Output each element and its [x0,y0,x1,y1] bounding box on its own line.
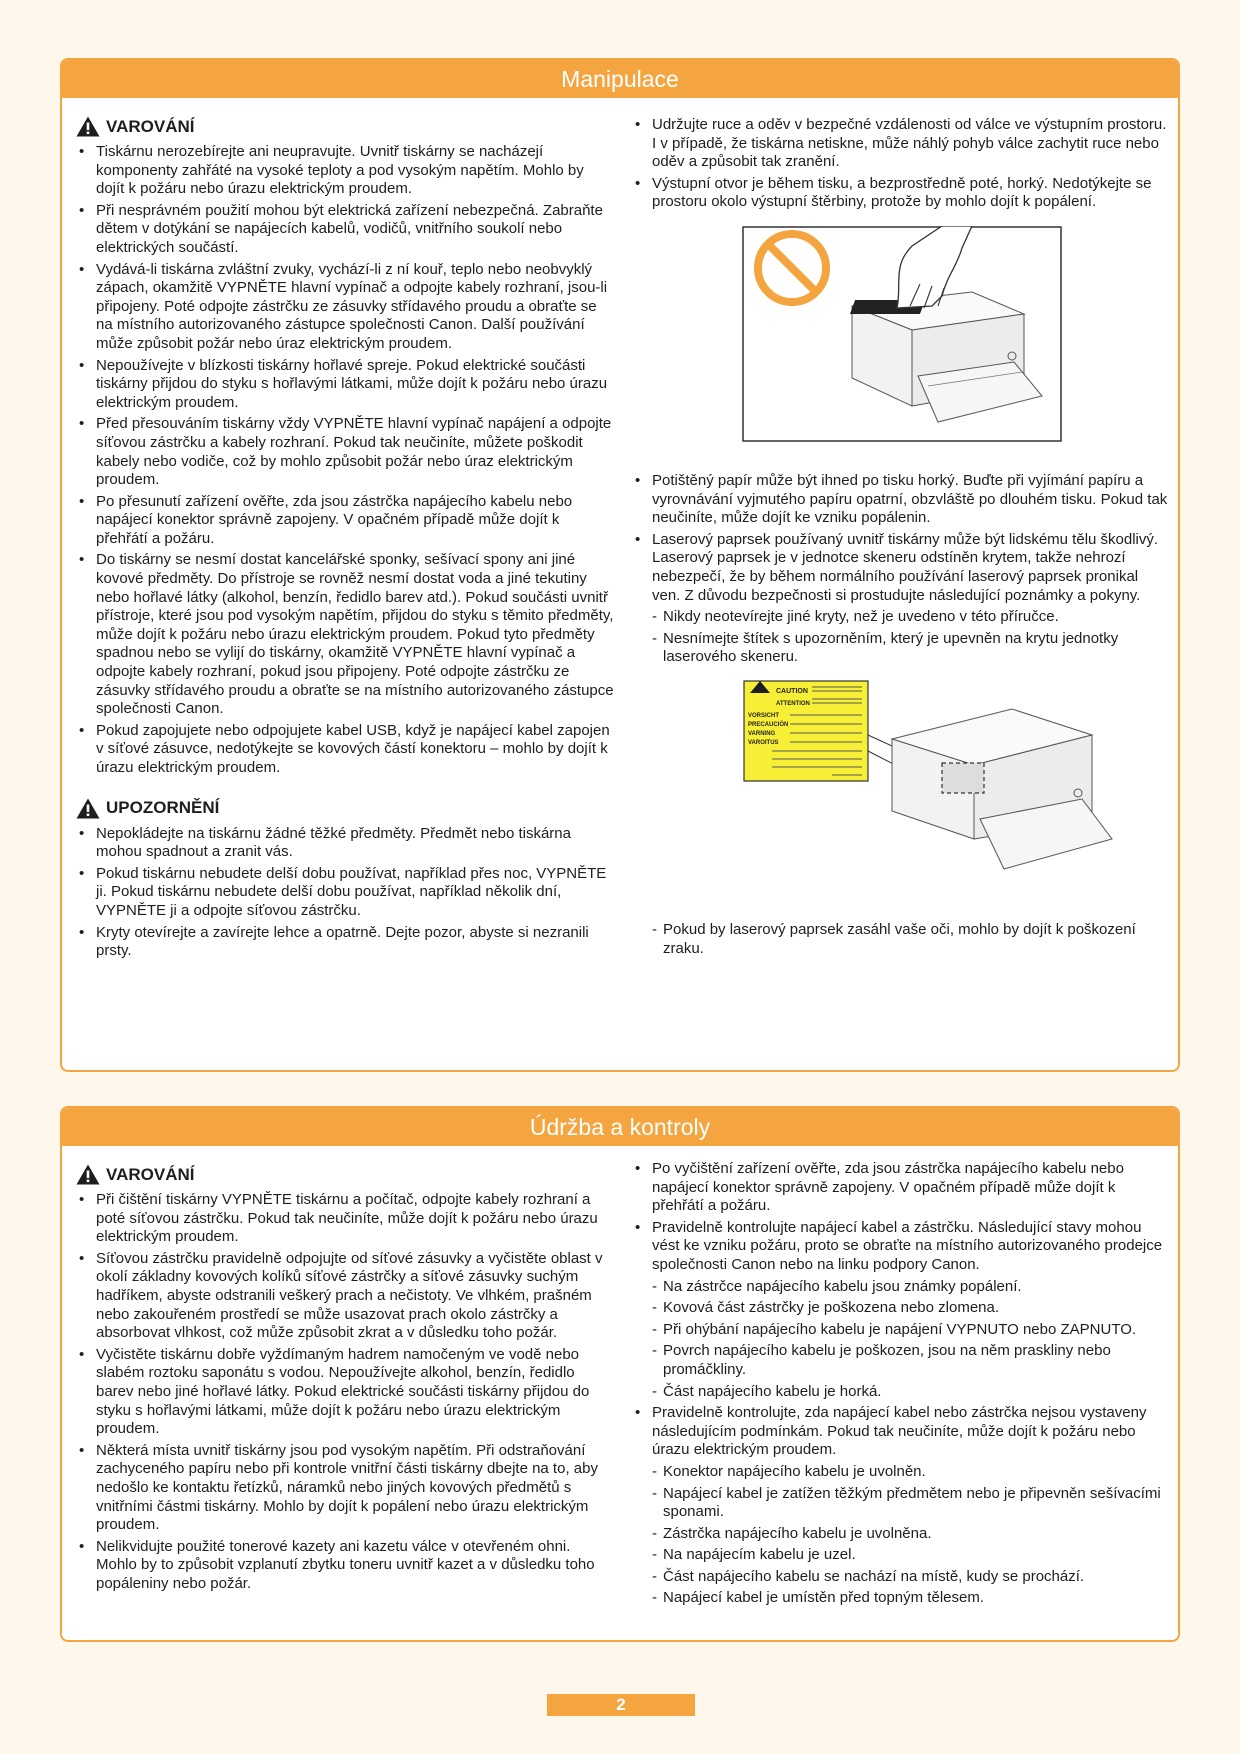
caution-heading: UPOZORNĚNÍ [76,798,614,819]
warning-triangle-icon [76,116,100,137]
list-item: • Pokud zapojujete nebo odpojujete kabel USB, když je napájecí kabel zapojen v síťové zásuvce, nedotýkejte se kovových částí konektoru – mohlo by dojít k úrazu elektrickým proudem. [76,722,614,778]
list-item: • Při nesprávném použití mohou být elektrická zařízení nebezpečná. Zabraňte dětem v dotýkání se napájecích kabelů, vodičů, vnitřního soukolí nebo elektrických součástí. [76,202,614,258]
warning-triangle-icon [76,1164,100,1185]
warning-heading: VAROVÁNÍ [76,1164,614,1185]
dash-item: - Povrch napájecího kabelu je poškozen, jsou na něm praskliny nebo promáčkliny. [632,1342,1168,1379]
list-item: • Vydává-li tiskárna zvláštní zvuky, vychází-li z ní kouř, teplo nebo neobvyklý zápach, okamžitě VYPNĚTE hlavní vypínač a odpojte kabely rozhraní, jsou-li připojeny. Poté odpojte zástrčku ze zásuvky střídavého proudu a obraťte se na místního autorizovaného zástupce společnosti Canon. Další používání může způsobit požár nebo úraz elektrickým proudem. [76,261,614,354]
udrzba-panel [60,1106,1180,1642]
manipulace-left-column [76,116,614,964]
dash-item: - Konektor napájecího kabelu je uvolněn. [632,1463,1168,1482]
list-item: • Pravidelně kontrolujte, zda napájecí kabel nebo zástrčka nejsou vystaveny následujícím podmínkám. Pokud tak neučiníte, může dojít k požáru nebo úrazu elektrickým proudem. [632,1404,1168,1460]
dash-item: - Napájecí kabel je zatížen těžkým předmětem nebo je připevněn sešívacími sponami. [632,1485,1168,1522]
label-word-1: ATTENTION [776,700,810,707]
list-item: • Nepokládejte na tiskárnu žádné těžké předměty. Předmět nebo tiskárna mohou spadnout a zranit vás. [76,825,614,862]
label-word-3: PRECAUCIÓN [748,721,789,728]
caution-triangle-icon [76,798,100,819]
list-item: • Po přesunutí zařízení ověřte, zda jsou zástrčka napájecího kabelu nebo napájecí konektor správně zapojeny. V opačném případě může dojít k přehřátí a požáru. [76,493,614,549]
manipulace-panel [60,58,1180,1072]
list-item: • Pokud tiskárnu nebudete delší dobu používat, například přes noc, VYPNĚTE ji. Pokud tiskárnu nebudete delší dobu používat, například několik dní, VYPNĚTE ji a odpojte síťovou zástrčku. [76,865,614,921]
list-item: • Výstupní otvor je během tisku, a bezprostředně poté, horký. Nedotýkejte se prostoru okolo výstupní štěrbiny, protože by mohlo dojít k popálení. [632,175,1168,212]
list-item: • Nepoužívejte v blízkosti tiskárny hořlavé spreje. Pokud elektrické součásti tiskárny přijdou do styku s hořlavými látkami, může dojít k požáru nebo úrazu elektrickým proudem. [76,357,614,413]
udrzba-left-column [76,1164,614,1596]
label-word-5: VAROITUS [748,739,779,746]
label-word-4: VARNING [748,730,776,737]
warning-list [76,143,614,778]
manipulace-right-column [632,116,1168,961]
caution-list [76,825,614,961]
list-item: • Do tiskárny se nesmí dostat kancelářské sponky, sešívací spony ani jiné kovové předměty. Do přístroje se rovněž nesmí dostat voda a jiné tekutiny nebo hořlavé látky (alkohol, benzín, ředidlo barev atd.). Pokud součásti uvnitř přístroje, které jsou pod vysokým napětím, přijdou do styku s těmito předměty, může dojít k požáru nebo úrazu elektrickým proudem. Pokud tyto předměty spadnou nebo se vylijí do tiskárny, okamžitě VYPNĚTE hlavní vypínač a odpojte kabely rozhraní, pokud jsou připojeny. Poté odpojte zástrčku ze zásuvky střídavého proudu a obraťte se na místního autorizovaného zástupce společnosti Canon. [76,551,614,718]
list-item: • Laserový paprsek používaný uvnitř tiskárny může být lidskému tělu škodlivý. Laserový paprsek je v jednotce skeneru odstíněn krytem, takže nehrozí nebezpečí, že by během normálního používání laserový paprsek pronikal ven. Z důvodu bezpečnosti si prostudujte následující poznámky a pokyny. [632,531,1168,605]
dash-item: - Na zástrčce napájecího kabelu jsou známky popálení. [632,1278,1168,1297]
udrzba-right-column [632,1160,1168,1611]
dash-item: - Pokud by laserový paprsek zasáhl vaše oči, mohlo by dojít k poškození zraku. [632,921,1168,958]
list-item: • Při čištění tiskárny VYPNĚTE tiskárnu a počítač, odpojte kabely rozhraní a poté síťovou zástrčku. Pokud tak neučiníte, může dojít k požáru nebo úrazu elektrickým proudem. [76,1191,614,1247]
list-item: • Kryty otevírejte a zavírejte lehce a opatrně. Dejte pozor, abyste si nezranili prsty. [76,924,614,961]
printer-output-hand-illustration [742,226,1062,442]
dash-item: - Při ohýbání napájecího kabelu je napájení VYPNUTO nebo ZAPNUTO. [632,1321,1168,1340]
right-list-1 [632,1160,1168,1275]
list-item: • Pravidelně kontrolujte napájecí kabel a zástrčku. Následující stavy mohou vést ke vzniku požáru, proto se obraťte na místního autorizovaného prodejce společnosti Canon nebo na linku podpory Canon. [632,1219,1168,1275]
dash-item: - Zástrčka napájecího kabelu je uvolněna. [632,1525,1168,1544]
list-item: • Tiskárnu nerozebírejte ani neupravujte. Uvnitř tiskárny se nacházejí komponenty zahřáté na vysoké teploty a pod vysokým napětím. Mohlo by dojít k požáru nebo úrazu elektrickým proudem. [76,143,614,199]
list-item: • Některá místa uvnitř tiskárny jsou pod vysokým napětím. Při odstraňování zachyceného papíru nebo při kontrole vnitřní části tiskárny dbejte na to, aby nedošlo ke kontaktu řetízků, náramků nebo jiných kovových předmětů s vnitřními částmi tiskárny. Mohlo by dojít k popálení nebo úrazu elektrickým proudem. [76,1442,614,1535]
list-item: • Před přesouváním tiskárny vždy VYPNĚTE hlavní vypínač napájení a odpojte síťovou zástrčku a kabely rozhraní. Pokud tak neučiníte, můžete poškodit kabely nebo vodiče, což by mohlo způsobit požár nebo úraz elektrickým proudem. [76,415,614,489]
warning-list [76,1191,614,1593]
list-item: • Potištěný papír může být ihned po tisku horký. Buďte při vyjímání papíru a vyrovnávání vyjmutého papíru opatrní, obzvláště po dlouhém tisku. Pokud tak neučiníte, může dojít ke vzniku popálenin. [632,472,1168,528]
laser-label-illustration [742,679,1162,895]
list-item: • Udržujte ruce a oděv v bezpečné vzdálenosti od válce ve výstupním prostoru. I v případě, že tiskárna netiskne, může náhlý pohyb válce zachytit ruce nebo oděv a způsobit tak zranění. [632,116,1168,172]
udrzba-title: Údržba a kontroly [62,1108,1178,1146]
list-item: • Po vyčištění zařízení ověřte, zda jsou zástrčka napájecího kabelu nebo napájecí konektor správně zapojeny. V opačném případě může dojít k přehřátí a požáru. [632,1160,1168,1216]
label-word-2: VORSICHT [748,712,780,719]
right-top-list [632,116,1168,212]
manipulace-title: Manipulace [62,60,1178,98]
dash-item: - Na napájecím kabelu je uzel. [632,1546,1168,1565]
list-item: • Vyčistěte tiskárnu dobře vyždímaným hadrem namočeným ve vodě nebo slabém roztoku saponátu s vodou. Nepoužívejte alkohol, benzín, ředidlo barev nebo jiné hořlavé látky. Pokud elektrické součásti tiskárny přijdou do styku s hořlavými látkami, může dojít k požáru nebo úrazu elektrickým proudem. [76,1346,614,1439]
right-mid-list [632,472,1168,605]
list-item: • Síťovou zástrčku pravidelně odpojujte od síťové zásuvky a vyčistěte oblast v okolí základny kovových kolíků síťové zástrčky a síťové zásuvky suchým hadříkem, abyste odstranili veškerý prach a nečistoty. Ve vlhkém, prašném nebo zakouřeném prostředí se může usazovat prach okolo zástrčky a absorbovat vlhkost, což může způsobit zkrat a v důsledku toho požár. [76,1250,614,1343]
right-list-2 [632,1404,1168,1460]
dash-item: - Kovová část zástrčky je poškozena nebo zlomena. [632,1299,1168,1318]
page-number: 2 [547,1694,695,1716]
dash-item: - Část napájecího kabelu se nachází na místě, kudy se prochází. [632,1568,1168,1587]
list-item: • Nelikvidujte použité tonerové kazety ani kazetu válce v otevřeném ohni. Mohlo by to způsobit vzplanutí zbytku toneru uvnitř kazet a v důsledku toho popáleniny nebo požár. [76,1538,614,1594]
dash-item: - Napájecí kabel je umístěn před topným tělesem. [632,1589,1168,1608]
label-word-0: CAUTION [776,687,808,695]
dash-item: - Nikdy neotevírejte jiné kryty, než je uvedeno v této příručce. [632,608,1168,627]
warning-heading: VAROVÁNÍ [76,116,614,137]
dash-item: - Část napájecího kabelu je horká. [632,1383,1168,1402]
dash-item: - Nesnímejte štítek s upozorněním, který je upevněn na krytu jednotky laserového skeneru. [632,630,1168,667]
